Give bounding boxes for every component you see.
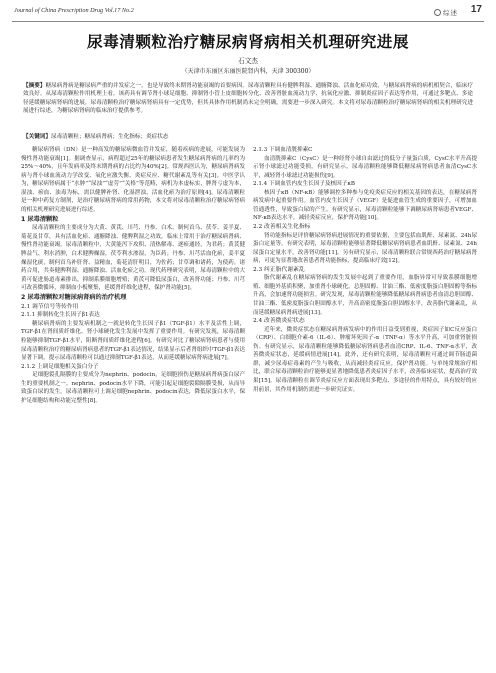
subsection-heading: 2.2 改善相关生化指标 [253,224,311,231]
subsubsection-heading: 2.1.3 下调血清胱抑素C [253,147,313,153]
body-paragraph: 肾功能指标是评价糖尿病肾病进展情况的重要依据，主要包括血肌酐、尿素氮、24h尿蛋白定量等。有研究表明，尿毒清颗粒能够显著降低糖尿病肾病患者血肌酐、尿素氮、24h尿蛋白定量水平，改善肾功能[11]。另有研究显示，尿毒清颗粒联合常规西药治疗糖尿病肾病，可更为显著地改善患者肾功能指标，提高临床疗效[12]。 [253,232,477,265]
subsection-heading: 2.3 纠正脂代谢紊乱 [253,266,305,273]
body-paragraph: 核因子κB（NF-κB）能够调控多种参与免疫炎症反应的相关基因的表达，在糖尿病肾病发病中起重要作用。血管内皮生长因子（VEGF）是促进血管生成的重要因子，可增加血管通透性，导致蛋白尿的产生。有研究显示，尿毒清颗粒能够下调糖尿病肾病患者VEGF、NF-κB表达水平，减轻炎症反应，保护肾功能[10]。 [253,189,477,222]
article-title: 尿毒清颗粒治疗糖尿病肾病相关机理研究进展 [87,33,409,51]
body-paragraph: 糖尿病肾病的主要发病机制之一就是转化生长因子β1（TGF-β1）水平及活性上调，TGF-β1在肾间质纤维化、肾小球硬化发生发展中发挥了重要作用。有研究发现，尿毒清颗粒能够抑制TGF-β1水平，阻断肾间质纤维化进程[6]。有研究对比了糖尿病肾病患者与使用尿毒清颗粒治疗的糖尿病肾病患者的TGF-β1表达情况，结果显示后者肾组织中TGF-β1表达显著下调，提示尿毒清颗粒可以通过抑制TGF-β1表达，从而延缓糖尿病肾病进展[7]。 [21,320,245,362]
keywords [23,133,473,141]
section-heading: 2 尿毒清颗粒对糖尿病肾病的治疗机理 [21,294,127,302]
section-label: 综述 [434,8,458,17]
abstract [23,82,473,115]
body-paragraph: 近年来，微炎症状态在糖尿病肾病发病中的作用日益受到重视，炎症因子如C反应蛋白（CRP）、白细胞介素-6（IL-6）、肿瘤坏死因子-α（TNF-α）等水平升高，可加重肾脏损伤。有研究显示，尿毒清颗粒能够降低糖尿病肾病患者血清CRP、IL-6、TNF-α水平，改善微炎症状态，延缓病情进展[14]。此外，还有研究表明，尿毒清颗粒可通过调节肠道菌群，减少尿毒症毒素的产生与吸收，从而减轻炎症反应，保护肾功能。与单纯常规治疗相比，联合尿毒清颗粒治疗能够更显著地降低患者炎症因子水平，改善临床症状，提高治疗效果[15]。尿毒清颗粒在调节炎症反应方面表现出多靶点、多途径的作用特点，具有较好的应用前景，其作用机制仍需进一步研究证实。 [253,326,477,393]
subsubsection-heading: 2.1.4 下调血管内皮生长因子及核因子κB [253,181,355,188]
body-paragraph: 足细胞裂孔隔膜的主要成分为nephrin、podocin，足细胞损伤是糖尿病肾病蛋白尿产生的重要机制之一。nephrin、podocin水平下降，可能引起足细胞裂隙隔膜受损，从而导致蛋白尿的发生。尿毒清颗粒可上调足细胞nephrin、podocin表达，降低尿蛋白水平，保护足细胞结构和功能完整性[8]。 [21,372,245,404]
subsection-heading: 2.4 改善微炎症状态 [253,318,305,325]
subsubsection-heading: 2.1.2 上调足细胞相关蛋白分子 [21,363,99,370]
subsubsection-heading: 2.1.1 抑制转化生长因子β1表达 [21,312,100,319]
affiliation: （天津市东丽区东丽医院肾内科，天津 300300） [181,68,315,75]
abstract-label: 【摘要】 [23,83,46,89]
abstract-text: 糖尿病肾病是糖尿病严重的并发症之一，也是导致终末期肾功能衰竭的首要病因。尿毒清颗粒具有健脾利湿、通腑降浊、活血化瘀功效，与糖尿病肾病的病机相契合，临床疗效良好。从尿毒清颗粒作用机理上看，该药具有调节肾小球足细胞、抑制肾小管上皮细胞转分化、改善肾脏血流动力学、抗氧化应激、抑制炎症因子表达等作用，可通过多靶点、多途径延缓糖尿病肾病的进展。尿毒清颗粒治疗糖尿病肾病具有一定优势，但其具体作用机制尚未完全明确，需要进一步深入研究。本文将对尿毒清颗粒治疗糖尿病肾病的相关机理研究进展进行综述，为糖尿病肾病的临床治疗提供参考。 [23,83,473,114]
keywords-text: 尿毒清颗粒；糖尿病肾病；生化指标；炎症状态 [50,134,169,140]
intro-paragraph: 糖尿病肾病（DN）是一种高发的糖尿病微血管并发症，随着疾病的进展，可能发展为慢性肾功能衰竭[1]。据调查显示，病程超过25年的糖尿病患者发生糖尿病肾病的几率约为25%～40%，且年发病率及终末期肾病的占比约为40%[2]。常规西医认为，糖尿病肾病发病与肾小球血流动力学改变、氧化应激失衡、炎症反应、糖代谢紊乱等有关[3]。中医学认为，糖尿病肾病属于“水肿”“尿浊”“虚劳”“关格”等范畴，病机为本虚标实，脾肾亏虚为本，湿浊、瘀血、浊毒为标，需以健脾补肾、化湿泄浊、活血化瘀为治疗原则[4]。尿毒清颗粒是一种中药复方制剂，是治疗糖尿病肾病的常用药物，本文将对尿毒清颗粒治疗糖尿病肾病的相关机理研究进展进行综述。 [21,147,245,213]
keywords-label: 【关键词】 [23,134,51,140]
running-header [12,5,484,21]
subsection-heading: 2.1 调节信号等传作用 [21,303,79,310]
author: 石文杰 [238,57,258,65]
body-paragraph: 血清胱抑素C（CysC）是一种经肾小球自由滤过的低分子量蛋白质，CysC水平升高提示肾小球滤过功能受损。有研究显示，尿毒清颗粒能够降低糖尿病肾病患者血清CysC水平，减轻肾小球滤过功能损伤[9]。 [253,155,477,179]
page-number: 17 [470,4,482,15]
section-heading: 1 尿毒清颗粒 [21,215,59,223]
body-paragraph: 尿毒清颗粒的主要成分为大黄、黄芪、川芎、丹参、白术、制何首乌、茯苓、姜半夏、菊花及甘草，具有活血化瘀、通腑降浊、健脾利湿之功效，临床上常用于治疗糖尿病肾病、慢性肾功能衰竭。尿毒清颗粒中，大黄能泻下攻积、清热解毒、逐瘀通经，为君药；黄芪健脾益气、利水消肿，白术健脾燥湿，茯苓利水渗湿，为臣药；丹参、川芎活血化瘀，姜半夏燥湿化痰，制何首乌补肝肾、益精血，菊花清肝明目，为佐药；甘草调和诸药，为使药。诸药合用，共奏健脾利湿、通腑降浊、活血化瘀之功。现代药理研究表明，尿毒清颗粒中的大黄可促进肠道毒素排出，抑制系膜细胞增殖；黄芪可降低尿蛋白，改善肾功能；丹参、川芎可改善微循环，抑制血小板聚集，延缓肾纤维化进程，保护肾功能[5]。 [21,225,245,292]
right-column [253,146,477,394]
header-rule [12,21,484,22]
journal-name: Journal of China Prescription Drug Vol.17 No.2 [14,7,134,14]
left-column [21,146,245,405]
body-paragraph: 脂代谢紊乱在糖尿病肾病的发生发展中起到了重要作用，血脂异常可导致系膜细胞增殖、细胞外基质积聚，加重肾小球硬化。总胆固醇、甘油三酯、低密度脂蛋白胆固醇等指标升高，会加速肾功能损害。研究发现，尿毒清颗粒能够降低糖尿病肾病患者血清总胆固醇、甘油三酯、低密度脂蛋白胆固醇水平，升高高密度脂蛋白胆固醇水平，改善脂代谢紊乱，从而延缓糖尿病肾病进展[13]。 [253,275,477,316]
